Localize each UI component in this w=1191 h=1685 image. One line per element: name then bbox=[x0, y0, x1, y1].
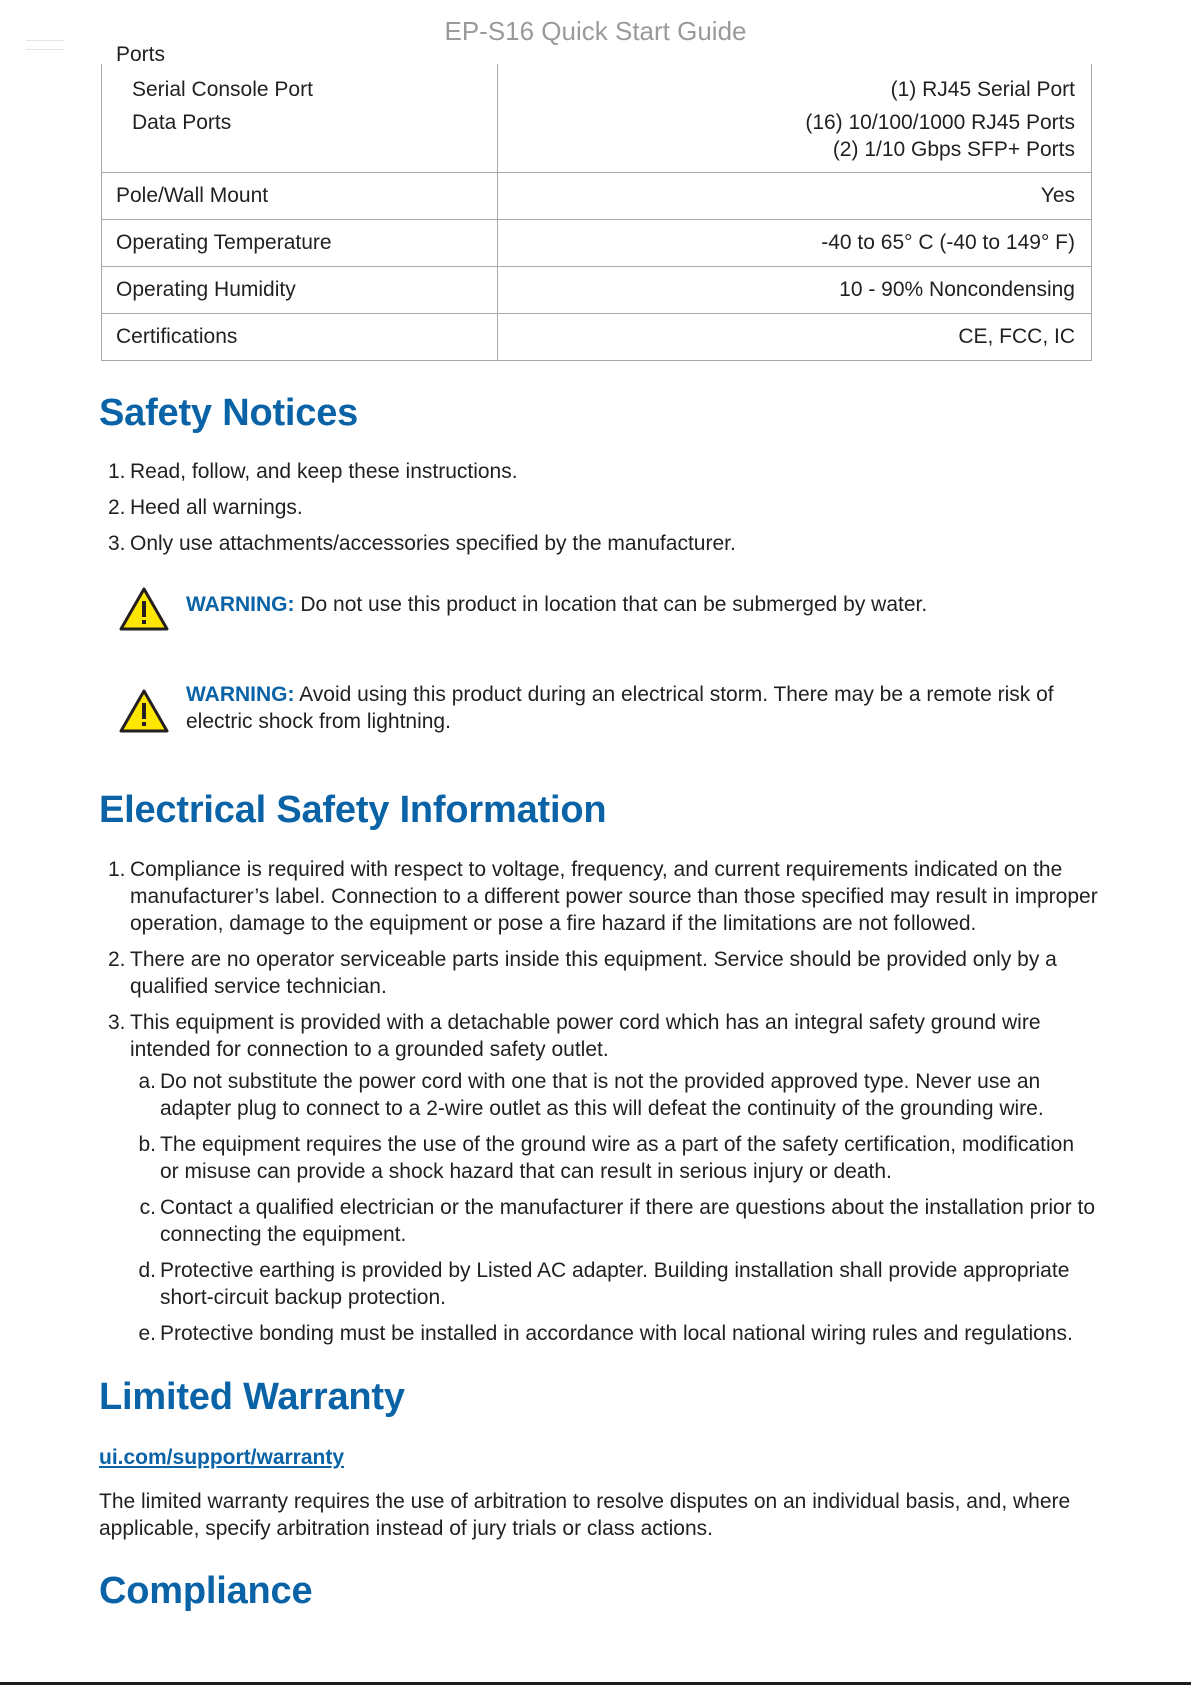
sub-list-letter: c. bbox=[139, 1196, 156, 1219]
spec-value-cell bbox=[498, 64, 1091, 172]
spec-row bbox=[102, 314, 1091, 361]
list-number: 1. bbox=[108, 460, 126, 483]
electrical-safety-heading: Electrical Safety Information bbox=[99, 789, 607, 831]
sub-list-item bbox=[136, 1320, 1096, 1347]
sub-list-letter: d. bbox=[138, 1259, 156, 1282]
list-item bbox=[108, 494, 1098, 521]
sub-list-text: The equipment requires the use of the ground wire as a part of the safety certification, modification or misuse can provide a shock hazard that can result in serious injury or death. bbox=[160, 1133, 1075, 1183]
warranty-link[interactable]: ui.com/support/warranty bbox=[99, 1446, 345, 1469]
safety-notices-heading: Safety Notices bbox=[99, 392, 359, 434]
list-item bbox=[108, 458, 1098, 485]
electrical-sub-list bbox=[136, 1068, 1096, 1347]
list-text: Read, follow, and keep these instructions. bbox=[130, 460, 518, 483]
spec-port-value: (2) 1/10 Gbps SFP+ Ports bbox=[832, 138, 1075, 161]
spec-port-label: Data Ports bbox=[132, 111, 232, 134]
spec-label: Operating Temperature bbox=[102, 220, 498, 266]
list-text: This equipment is provided with a detachable power cord which has an integral safety ground wire intended for connection to a grounded safety outlet. bbox=[130, 1011, 1041, 1061]
warning-label: WARNING: bbox=[186, 593, 295, 616]
list-text: Only use attachments/accessories specified by the manufacturer. bbox=[130, 532, 736, 555]
safety-notices-list bbox=[108, 458, 1098, 557]
spec-value: 10 - 90% Noncondensing bbox=[839, 278, 1075, 301]
spec-row bbox=[102, 173, 1091, 220]
list-item bbox=[108, 530, 1098, 557]
warning-notice bbox=[118, 584, 1088, 634]
sub-list-text: Protective bonding must be installed in accordance with local national wiring rules and regulations. bbox=[160, 1322, 1073, 1345]
spec-label: Operating Humidity bbox=[102, 267, 498, 313]
compliance-heading: Compliance bbox=[99, 1570, 313, 1612]
list-text: Compliance is required with respect to voltage, frequency, and current requirements indicated on the manufacturer’s label. Connection to a different power source than those specified may result in improper operation, damage to the equipment or pose a fire hazard if the limitations are not followed. bbox=[130, 858, 1098, 935]
limited-warranty-heading: Limited Warranty bbox=[99, 1376, 405, 1418]
sub-list-letter: e. bbox=[138, 1322, 156, 1345]
warning-message: Avoid using this product during an electrical storm. There may be a remote risk of electric shock from lightning. bbox=[186, 683, 1054, 733]
warning-text bbox=[186, 681, 1086, 735]
warning-notice bbox=[118, 674, 1088, 734]
list-number: 2. bbox=[108, 496, 126, 519]
warning-triangle-icon bbox=[118, 688, 170, 734]
list-number: 2. bbox=[108, 948, 126, 971]
list-number: 3. bbox=[108, 1011, 126, 1034]
warning-triangle-icon bbox=[118, 586, 170, 632]
spec-value: Yes bbox=[1040, 184, 1075, 207]
spec-label: Pole/Wall Mount bbox=[102, 173, 498, 219]
list-text: There are no operator serviceable parts inside this equipment. Service should be provided only by a qualified service technician. bbox=[130, 948, 1057, 998]
spec-label-cell bbox=[102, 43, 498, 172]
spec-label: Certifications bbox=[102, 314, 498, 360]
list-number: 1. bbox=[108, 858, 126, 881]
list-item bbox=[108, 856, 1098, 937]
list-text: Heed all warnings. bbox=[130, 496, 303, 519]
warning-label: WARNING: bbox=[186, 683, 295, 706]
spec-row bbox=[102, 220, 1091, 267]
spec-row bbox=[102, 267, 1091, 314]
spec-row-ports bbox=[102, 43, 1091, 173]
electrical-safety-list bbox=[108, 856, 1098, 1063]
list-item bbox=[108, 1009, 1098, 1063]
warranty-paragraph: The limited warranty requires the use of arbitration to resolve disputes on an individual basis, and, where applicable, specify arbitration instead of jury trials or class actions. bbox=[99, 1490, 1071, 1540]
sub-list-item bbox=[136, 1131, 1096, 1185]
warning-text bbox=[186, 591, 1086, 618]
page-header-title: EP-S16 Quick Start Guide bbox=[444, 16, 747, 46]
spec-port-value: (1) RJ45 Serial Port bbox=[890, 78, 1075, 101]
sub-list-text: Protective earthing is provided by Listed AC adapter. Building installation shall provide appropriate short-circuit backup protection. bbox=[160, 1259, 1070, 1309]
sub-list-letter: a. bbox=[138, 1070, 156, 1093]
sub-list-text: Contact a qualified electrician or the manufacturer if there are questions about the installation prior to connecting the equipment. bbox=[160, 1196, 1096, 1246]
sub-list-letter: b. bbox=[138, 1133, 156, 1156]
spec-value: -40 to 65° C (-40 to 149° F) bbox=[821, 231, 1075, 254]
sub-list-text: Do not substitute the power cord with one that is not the provided approved type. Never use an adapter plug to connect to a 2-wire outlet as this will defeat the continuity of the grounding wire. bbox=[160, 1070, 1044, 1120]
sub-list-item bbox=[136, 1068, 1096, 1122]
list-item bbox=[108, 946, 1098, 1000]
spec-table bbox=[101, 43, 1092, 361]
spec-cut-heading: Ports bbox=[116, 43, 166, 66]
spec-value: CE, FCC, IC bbox=[958, 325, 1075, 348]
spec-port-label: Serial Console Port bbox=[132, 78, 313, 101]
list-number: 3. bbox=[108, 532, 126, 555]
sub-list-item bbox=[136, 1194, 1096, 1248]
spec-port-value: (16) 10/100/1000 RJ45 Ports bbox=[805, 111, 1075, 134]
warning-message: Do not use this product in location that can be submerged by water. bbox=[294, 593, 928, 616]
sub-list-item bbox=[136, 1257, 1096, 1311]
